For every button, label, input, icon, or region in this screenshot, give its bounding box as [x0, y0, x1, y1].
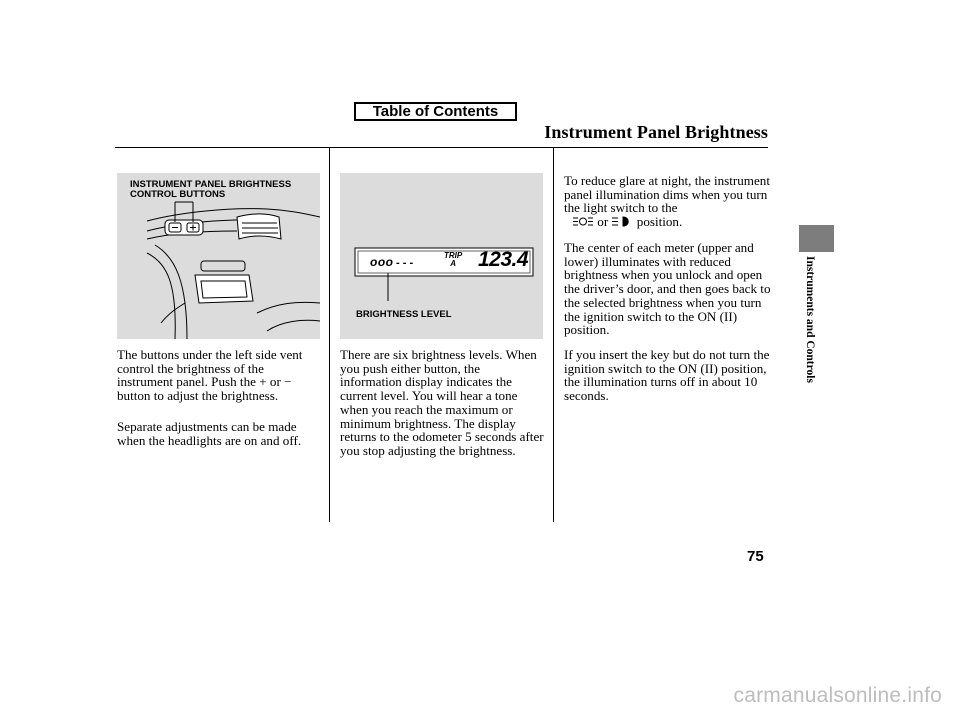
col3-text-b: position. — [636, 214, 683, 230]
column-divider-1 — [329, 148, 330, 522]
col3-or-text: or — [597, 214, 609, 230]
col1-text-b: button to adjust the brightness. — [117, 388, 279, 404]
col3-paragraph-2: The center of each meter (upper and lower) illuminates with reduced brightness when you unlock and open the driver’s door, and then goes back to the selected brightness when you turn the ignition switch to the ON (II) position. — [564, 240, 771, 338]
col3-paragraph-3: If you insert the key but do not turn the ignition switch to the ON (II) position, the illumination turns off in about 10 seconds. — [564, 347, 770, 404]
display-trip-label — [444, 252, 462, 268]
col1-paragraph-2: Separate adjustments can be made when the headlights are on and off. — [117, 419, 302, 448]
watermark: carmanualsonline.info — [733, 684, 942, 707]
col1-text-a: The buttons under the left side vent control the brightness of the instrument panel. Push the — [117, 347, 303, 390]
table-of-contents-button[interactable]: Table of Contents — [354, 102, 517, 121]
col3-paragraph-1 — [564, 174, 772, 229]
section-side-label: Instruments and Controls — [804, 256, 816, 383]
callout-brightness-level: BRIGHTNESS LEVEL — [356, 309, 452, 320]
display-dashes: - - - — [396, 257, 414, 269]
callout-control-buttons — [130, 180, 291, 200]
trip-sub-text: A — [450, 259, 456, 268]
col3-text-a: To reduce glare at night, the instrument panel illumination dims when you turn the light switch to the — [564, 173, 770, 216]
section-tab-marker — [799, 225, 834, 252]
display-level-indicator: ooo — [370, 255, 394, 269]
plus-symbol: + — [259, 374, 267, 390]
headlights-icon — [611, 216, 633, 227]
col1-paragraph-1 — [117, 348, 322, 403]
page-number: 75 — [747, 548, 764, 565]
parking-lights-icon — [572, 216, 594, 227]
callout-line-1: INSTRUMENT PANEL BRIGHTNESS — [130, 179, 292, 190]
col2-paragraph-1: There are six brightness levels. When you push either button, the information display indicates the current level. You will hear a tone when you reach the maximum or minimum brightness. The display returns to the odometer 5 seconds after you stop adjusting the brightness. — [340, 347, 544, 458]
or-text: or — [269, 374, 281, 390]
header-rule — [115, 147, 768, 148]
minus-symbol: − — [284, 374, 292, 390]
page-title: Instrument Panel Brightness — [544, 122, 768, 142]
display-odometer: 123.4 — [478, 248, 529, 271]
callout-line-2: CONTROL BUTTONS — [130, 189, 226, 200]
trip-text: TRIP — [444, 251, 463, 260]
column-divider-2 — [553, 148, 554, 522]
